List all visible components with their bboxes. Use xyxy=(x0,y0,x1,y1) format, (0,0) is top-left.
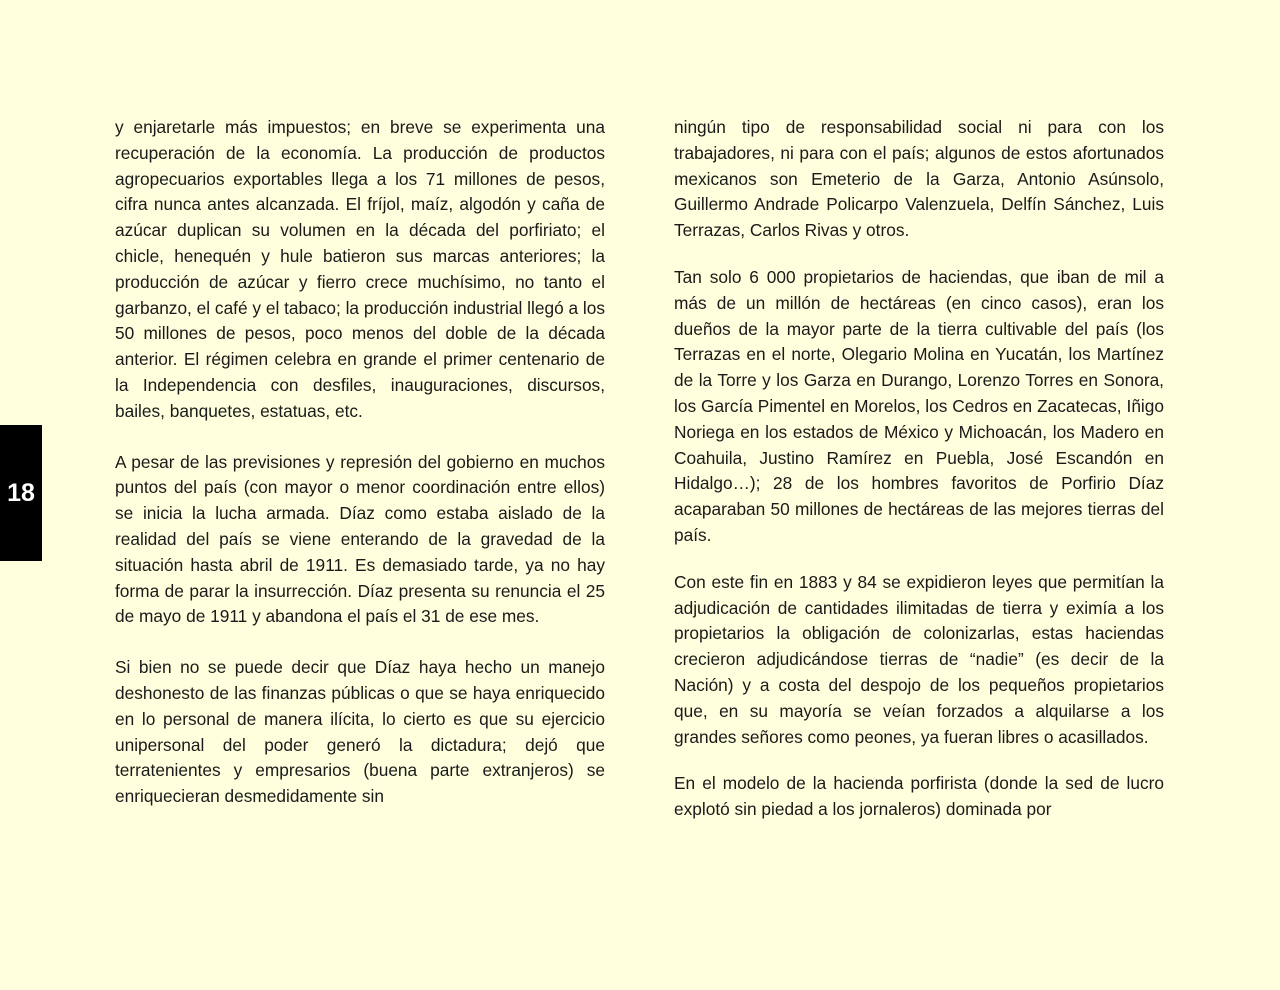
page-number-tab xyxy=(0,425,42,561)
paragraph: y enjaretarle más impuestos; en breve se experimenta una recuperación de la economía. La producción de productos agropecuarios exportables llega a los 71 millones de pesos, cifra nunca antes alcanzada. El fríjol, maíz, algodón y caña de azúcar duplican su volumen en la década del porfiriato; el chicle, henequén y hule batieron sus marcas anteriores; la producción de azúcar y fierro crece muchísimo, no tanto el garbanzo, el café y el tabaco; la producción industrial llegó a los 50 millones de pesos, poco menos del doble de la década anterior. El régimen celebra en grande el primer centenario de la Independencia con desfiles, inauguraciones, discursos, bailes, banquetes, estatuas, etc. xyxy=(115,117,605,421)
paragraph: ningún tipo de responsabilidad social ni para con los trabajadores, ni para con el país; algunos de estos afortunados mexicanos son Emeterio de la Garza, Antonio Asúnsolo, Guillermo Andrade Policarpo Valenzuela, Delfín Sánchez, Luis Terrazas, Carlos Rivas y otros. xyxy=(674,117,1164,241)
paragraph: Con este fin en 1883 y 84 se expidieron leyes que permitían la adjudicación de cantidades ilimitadas de tierra y eximía a los propietarios la obligación de colonizarlas, estas haciendas crecieron adjudicándose tierras de “nadie” (es decir de la Nación) y a costa del despojo de los pequeños propietarios que, en su mayoría se veían forzados a alquilarse a los grandes señores como peones, ya fueran libres o acasillados. xyxy=(674,571,1164,747)
paragraph: Si bien no se puede decir que Díaz haya hecho un manejo deshonesto de las finanzas públicas o que se haya enriquecido en lo personal de manera ilícita, lo cierto es que su ejercicio unipersonal del poder generó la dictadura; dejó que terratenientes y empresarios (buena parte extranjeros) se enriquecieran desmedidamente sin xyxy=(115,657,605,807)
page-number: 18 xyxy=(7,478,35,507)
left-text-column xyxy=(115,115,605,810)
right-text-column xyxy=(674,115,1164,823)
paragraph: Tan solo 6 000 propietarios de haciendas, que iban de mil a más de un millón de hectáreas (en cinco casos), eran los dueños de la mayor parte de la tierra cultivable del país (los Terrazas en el norte, Olegario Molina en Yucatán, los Martínez de la Torre y los Garza en Durango, Lorenzo Torres en Sonora, los García Pimentel en Morelos, los Cedros en Zacatecas, Iñigo Noriega en los estados de México y Michoacán, los Madero en Coahuila, Justino Ramírez en Puebla, José Escandón en Hidalgo…); 28 de los hombres favoritos de Porfirio Díaz acaparaban 50 millones de hectáreas de las mejores tierras del país. xyxy=(674,266,1164,545)
paragraph: En el modelo de la hacienda porfirista (donde la sed de lucro explotó sin piedad a los jornaleros) dominada por xyxy=(674,773,1164,820)
paragraph: A pesar de las previsiones y represión del gobierno en muchos puntos del país (con mayor o menor coordinación entre ellos) se inicia la lucha armada. Díaz como estaba aislado de la realidad del país se viene enterando de la gravedad de la situación hasta abril de 1911. Es demasiado tarde, ya no hay forma de parar la insurrección. Díaz presenta su renuncia el 25 de mayo de 1911 y abandona el país el 31 de ese mes. xyxy=(115,451,605,627)
